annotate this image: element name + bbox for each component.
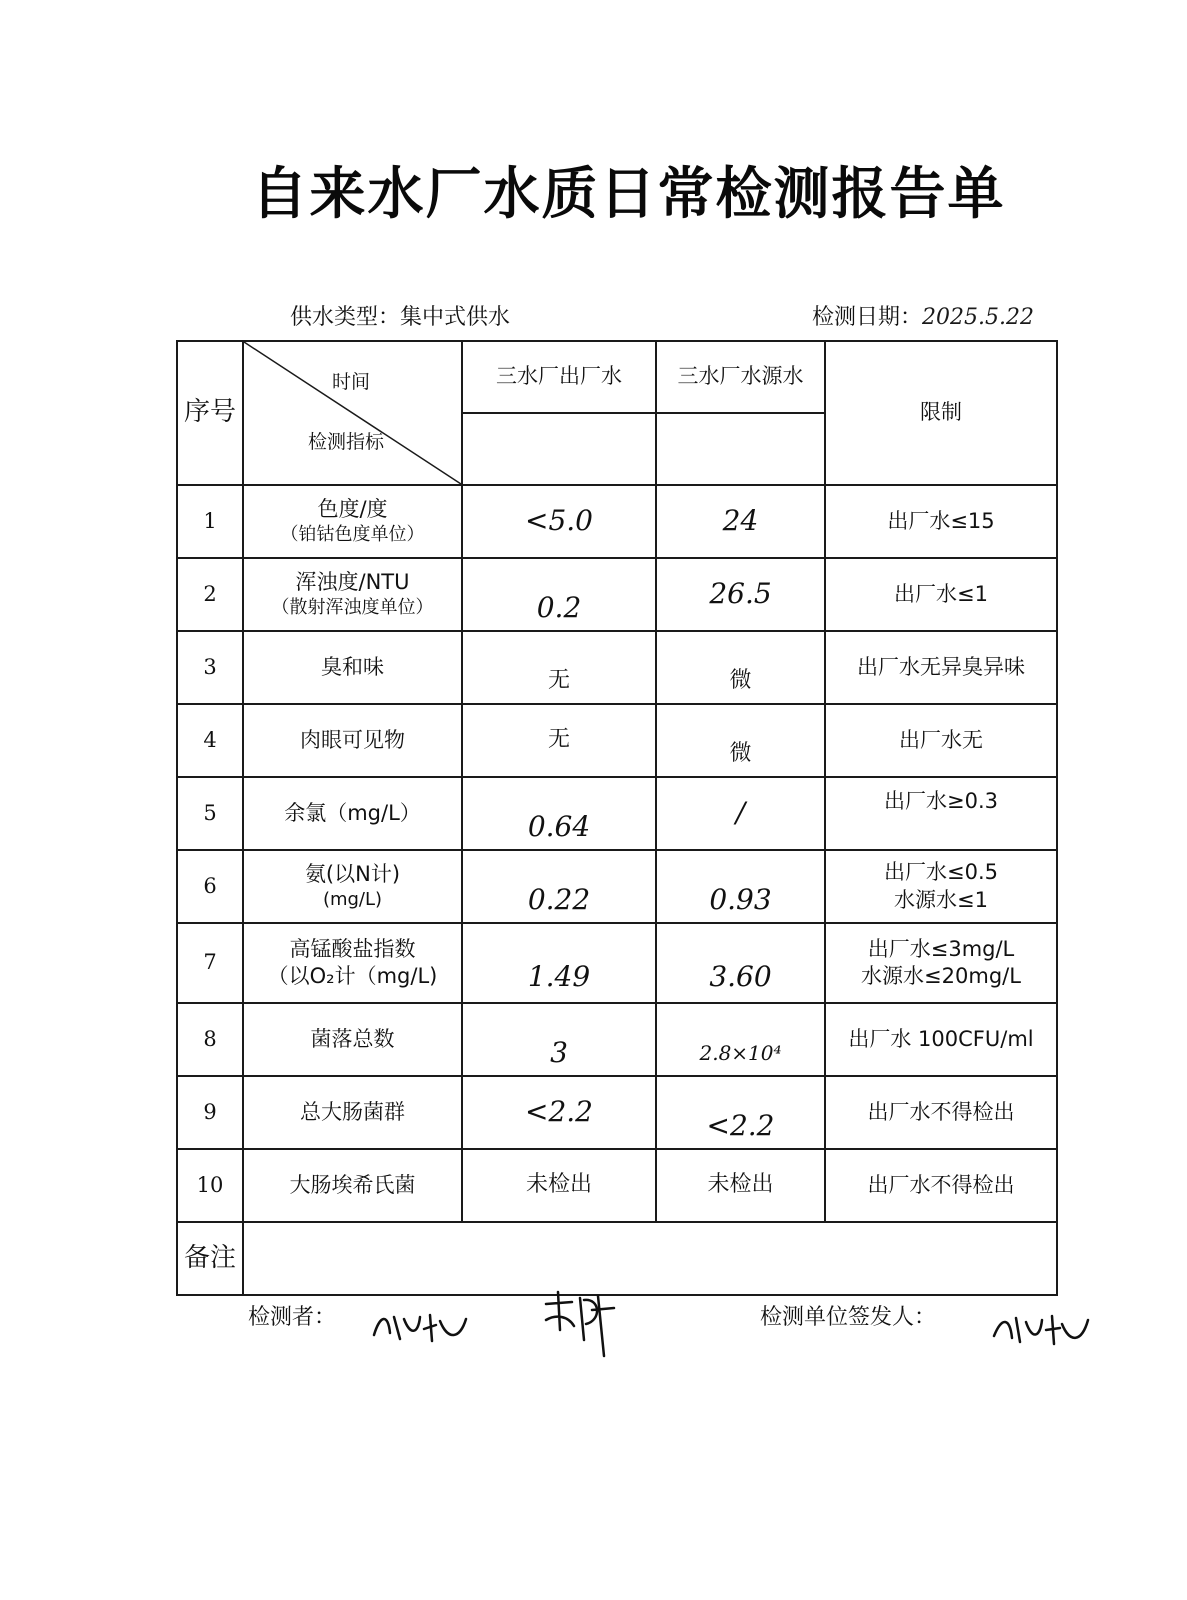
remarks-value (243, 1222, 1057, 1295)
header-col-plant-outlet-time (462, 413, 656, 485)
value-outlet (462, 485, 656, 558)
row-indicator (243, 631, 462, 704)
table-row (177, 704, 1057, 777)
limit-text: 出厂水不得检出 (867, 1099, 1015, 1124)
row-limit (825, 1076, 1057, 1149)
row-no: 10 (177, 1149, 243, 1222)
supply-type-label: 供水类型： (290, 305, 401, 330)
value-source-text: 26.5 (709, 577, 772, 611)
row-limit (825, 1149, 1057, 1222)
value-outlet-text: 0.2 (536, 591, 582, 625)
value-outlet (462, 704, 656, 777)
value-source-text: 未检出 (707, 1172, 774, 1198)
row-no: 3 (177, 631, 243, 704)
inspector-signature-2 (540, 1290, 620, 1360)
row-limit (825, 485, 1057, 558)
value-outlet-text: 1.49 (527, 959, 591, 993)
value-source (656, 1003, 825, 1076)
value-outlet-text: 无 (547, 668, 570, 694)
value-source (656, 850, 825, 923)
issuer-label: 检测单位签发人： (760, 1305, 937, 1330)
supply-type (290, 300, 510, 331)
header-limit: 限制 (825, 341, 1057, 485)
limit-text: 出厂水不得检出 (867, 1172, 1015, 1197)
report-table (176, 340, 1058, 1296)
row-no: 6 (177, 850, 243, 923)
indicator-name: 大肠埃希氏菌 (289, 1172, 416, 1197)
value-outlet-text: 未检出 (525, 1172, 592, 1198)
indicator-name: 臭和味 (321, 654, 384, 679)
limit-text: 出厂水无异臭异味 (857, 654, 1025, 679)
table-row (177, 485, 1057, 558)
value-source-text: 微 (729, 741, 752, 767)
indicator-name: 浑浊度/NTU (295, 570, 410, 595)
value-source (656, 704, 825, 777)
row-indicator (243, 704, 462, 777)
row-limit (825, 1003, 1057, 1076)
test-date-label: 检测日期： (812, 305, 923, 330)
row-indicator (243, 485, 462, 558)
table-row (177, 1003, 1057, 1076)
value-outlet-text: 3 (550, 1036, 568, 1070)
row-limit (825, 631, 1057, 704)
value-source-text: <2.2 (706, 1109, 775, 1143)
value-source-text: 2.8×10⁴ (699, 1040, 782, 1065)
value-source-text: 0.93 (709, 883, 772, 917)
limit-text: 出厂水无 (899, 727, 983, 752)
value-outlet-text: 无 (547, 727, 570, 753)
value-outlet (462, 631, 656, 704)
indicator-name: 总大肠菌群 (300, 1099, 405, 1124)
table-row (177, 850, 1057, 923)
header-col-plant-outlet: 三水厂出厂水 (462, 341, 656, 413)
row-no: 5 (177, 777, 243, 850)
row-limit (825, 558, 1057, 631)
indicator-name: 氨(以N计) (304, 862, 401, 887)
table-row (177, 1149, 1057, 1222)
limit-text: 出厂水≤15 (887, 508, 995, 533)
table-row (177, 631, 1057, 704)
table-row (177, 777, 1057, 850)
value-source-text: 微 (729, 668, 752, 694)
diagonal-line (244, 342, 461, 484)
limit-text-2: 水源水≤20mg/L (861, 964, 1021, 988)
value-source (656, 1076, 825, 1149)
row-indicator (243, 1076, 462, 1149)
header-time: 时间 (332, 371, 371, 393)
header-seq: 序号 (177, 341, 243, 485)
report-title: 自来水厂水质日常检测报告单 (251, 162, 1006, 227)
value-outlet (462, 777, 656, 850)
row-indicator (243, 558, 462, 631)
row-no: 9 (177, 1076, 243, 1149)
indicator-sub: (mg/L) (322, 889, 383, 911)
row-limit (825, 704, 1057, 777)
table-row (177, 1076, 1057, 1149)
limit-text: 出厂水≤3mg/L (867, 936, 1015, 961)
row-no: 4 (177, 704, 243, 777)
indicator-name: 色度/度 (317, 497, 388, 522)
value-source (656, 1149, 825, 1222)
header-col-source-water-time (656, 413, 825, 485)
test-date (812, 300, 1034, 331)
limit-text: 出厂水 100CFU/ml (848, 1026, 1034, 1051)
header-col-source-water: 三水厂水源水 (656, 341, 825, 413)
value-source (656, 485, 825, 558)
value-outlet-text: <2.2 (525, 1095, 593, 1129)
value-source (656, 558, 825, 631)
row-limit (825, 777, 1057, 850)
value-outlet (462, 558, 656, 631)
row-no: 1 (177, 485, 243, 558)
row-no: 8 (177, 1003, 243, 1076)
row-indicator (243, 777, 462, 850)
indicator-sub: （散射浑浊度单位） (271, 597, 434, 619)
indicator-sub: （铂钴色度单位） (280, 524, 425, 546)
value-source (656, 923, 825, 1003)
test-date-value: 2025.5.22 (922, 305, 1034, 330)
indicator-name: 余氯（mg/L） (284, 800, 421, 825)
indicator-name: 高锰酸盐指数 (289, 936, 416, 961)
limit-text-2: 水源水≤1 (894, 887, 988, 912)
row-no: 7 (177, 923, 243, 1003)
supply-type-value: 集中式供水 (400, 305, 511, 330)
table-row (177, 923, 1057, 1003)
value-outlet-text: <5.0 (525, 504, 593, 538)
row-no: 2 (177, 558, 243, 631)
value-outlet (462, 1003, 656, 1076)
value-outlet-text: 0.22 (527, 883, 591, 917)
header-diagonal-cell (243, 341, 462, 485)
inspector-signature-1 (370, 1305, 470, 1345)
remarks-row (177, 1222, 1057, 1295)
value-source (656, 777, 825, 850)
issuer-signature (990, 1308, 1090, 1348)
row-indicator (243, 850, 462, 923)
table-row (177, 558, 1057, 631)
value-outlet-text: 0.64 (527, 810, 591, 844)
limit-text: 出厂水≤1 (894, 581, 988, 606)
remarks-label: 备注 (177, 1222, 243, 1295)
indicator-name: 肉眼可见物 (300, 727, 405, 752)
indicator-sub: （以O₂计（mg/L) (267, 964, 438, 988)
value-outlet (462, 1076, 656, 1149)
value-source-text: / (735, 796, 746, 830)
value-outlet (462, 1149, 656, 1222)
inspector-label: 检测者： (248, 1305, 337, 1330)
row-limit (825, 850, 1057, 923)
row-indicator (243, 923, 462, 1003)
value-source (656, 631, 825, 704)
value-outlet (462, 923, 656, 1003)
row-indicator (243, 1149, 462, 1222)
row-indicator (243, 1003, 462, 1076)
value-source-text: 24 (722, 504, 759, 538)
limit-text: 出厂水≥0.3 (884, 789, 998, 813)
indicator-name: 菌落总数 (310, 1026, 395, 1051)
header-index: 检测指标 (308, 431, 385, 453)
row-limit (825, 923, 1057, 1003)
value-source-text: 3.60 (709, 959, 772, 993)
value-outlet (462, 850, 656, 923)
limit-text: 出厂水≤0.5 (884, 860, 998, 885)
